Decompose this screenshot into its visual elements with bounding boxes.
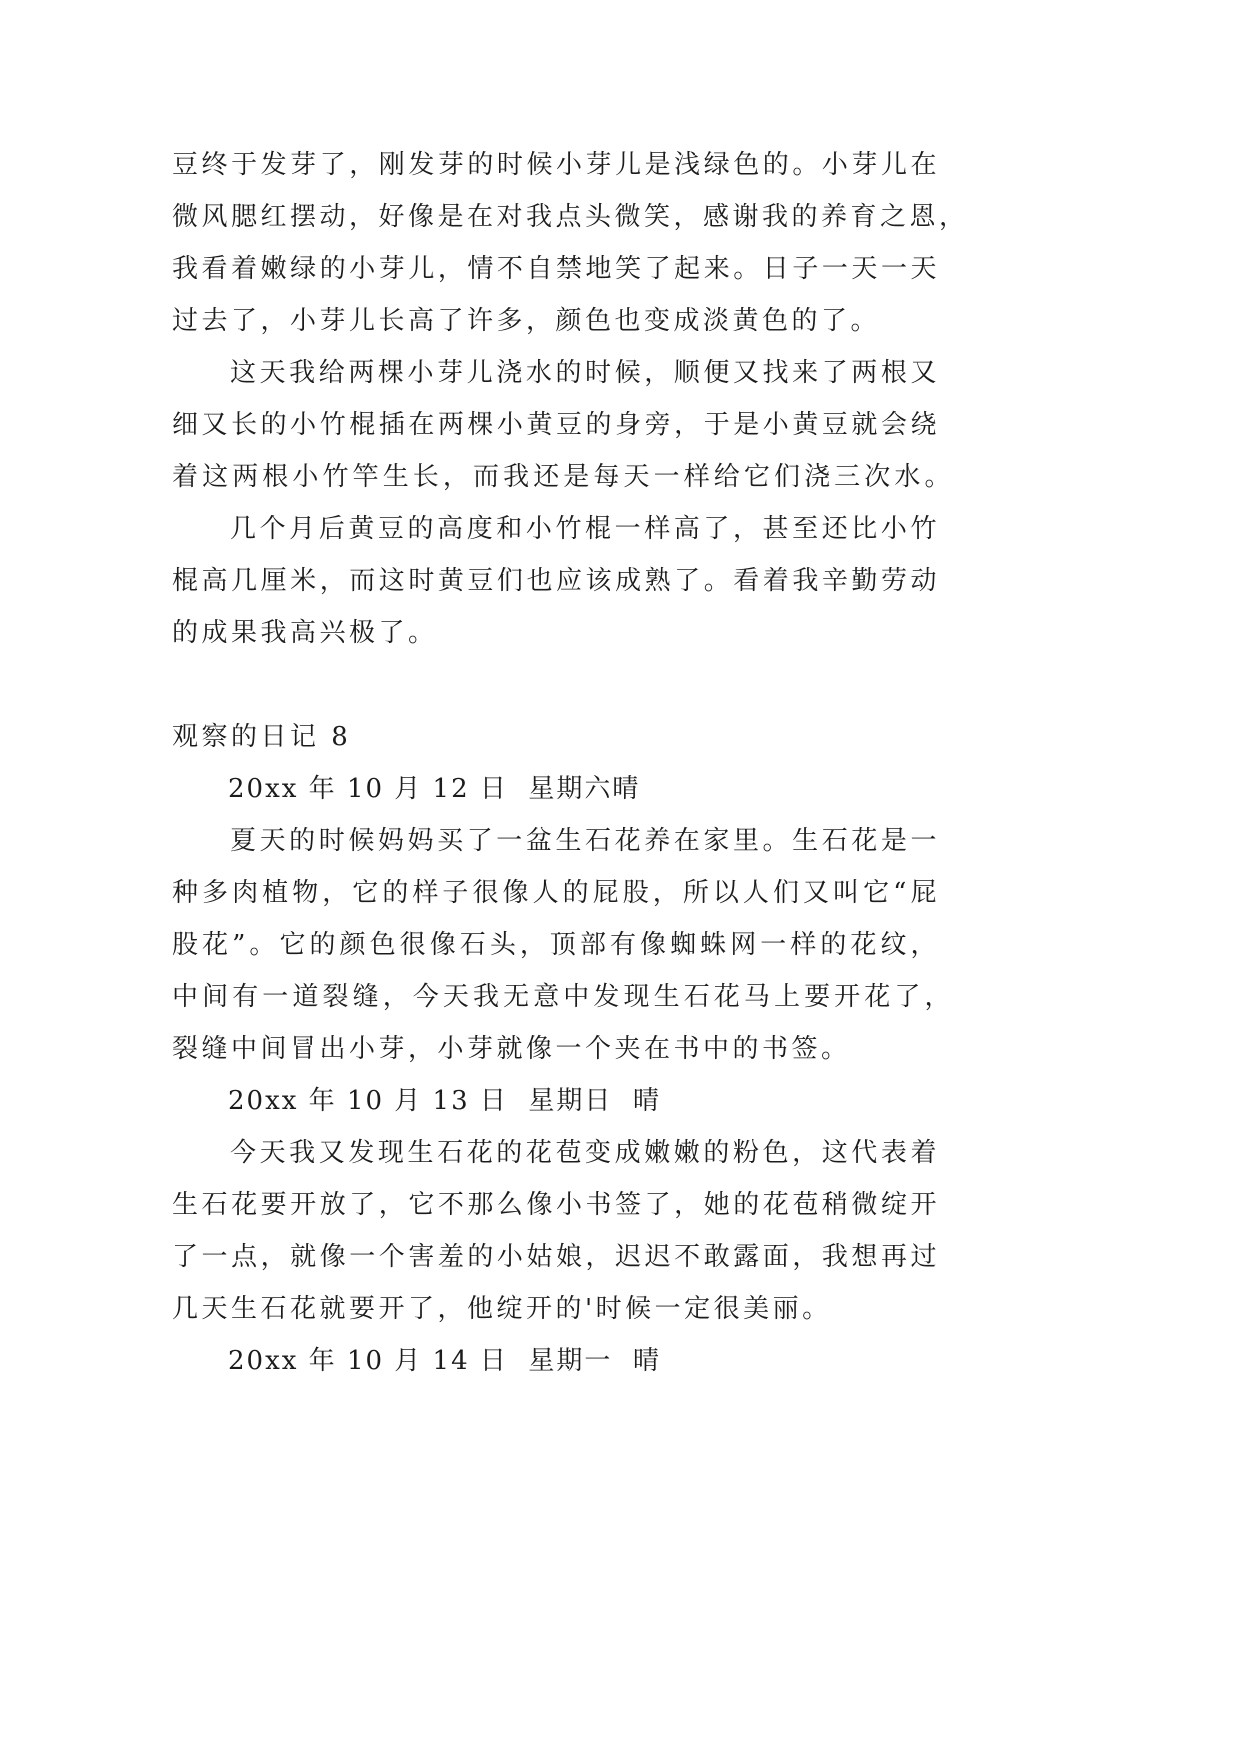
document-body [172,139,969,1387]
text-line: 的成果我高兴极了。 [172,618,438,648]
diary-date: 20xx 年 10 月 13 日 星期日 晴 [228,1086,661,1116]
text-line: 这天我给两棵小芽儿浇水的时候，顺便又找来了两根又 [230,358,940,388]
text-line: 股花”。它的颜色很像石头，顶部有像蜘蛛网一样的花纹， [172,930,940,960]
text-line: 豆终于发芽了，刚发芽的时候小芽儿是浅绿色的。小芽儿在 [172,150,940,180]
text-line: 微风腮红摆动，好像是在对我点头微笑，感谢我的养育之恩， [172,202,969,232]
text-line: 棍高几厘米，而这时黄豆们也应该成熟了。看着我辛勤劳动 [172,566,940,596]
text-line: 几天生石花就要开了，他绽开的'时候一定很美丽。 [172,1294,832,1324]
diary-date: 20xx 年 10 月 12 日 星期六晴 [228,774,641,804]
text-line: 着这两根小竹竿生长，而我还是每天一样给它们浇三次水。 [172,462,954,492]
diary-date: 20xx 年 10 月 14 日 星期一 晴 [228,1346,661,1376]
text-line: 今天我又发现生石花的花苞变成嫩嫩的粉色，这代表着 [230,1138,940,1168]
text-line: 夏天的时候妈妈买了一盆生石花养在家里。生石花是一 [230,826,940,856]
text-line: 了一点，就像一个害羞的小姑娘，迟迟不敢露面，我想再过 [172,1242,940,1272]
text-line: 生石花要开放了，它不那么像小书签了，她的花苞稍微绽开 [172,1190,940,1220]
text-line: 我看着嫩绿的小芽儿，情不自禁地笑了起来。日子一天一天 [172,254,940,284]
text-line: 种多肉植物，它的样子很像人的屁股，所以人们又叫它“屁 [172,878,940,908]
text-line: 细又长的小竹棍插在两棵小黄豆的身旁，于是小黄豆就会绕 [172,410,940,440]
paragraph-spacer [172,659,962,711]
text-line: 几个月后黄豆的高度和小竹棍一样高了，甚至还比小竹 [230,514,940,544]
section-heading: 观察的日记 8 [172,722,352,752]
text-line: 裂缝中间冒出小芽，小芽就像一个夹在书中的书签。 [172,1034,851,1064]
text-line: 过去了，小芽儿长高了许多，颜色也变成淡黄色的了。 [172,306,881,336]
text-line: 中间有一道裂缝，今天我无意中发现生石花马上要开花了， [172,982,954,1012]
